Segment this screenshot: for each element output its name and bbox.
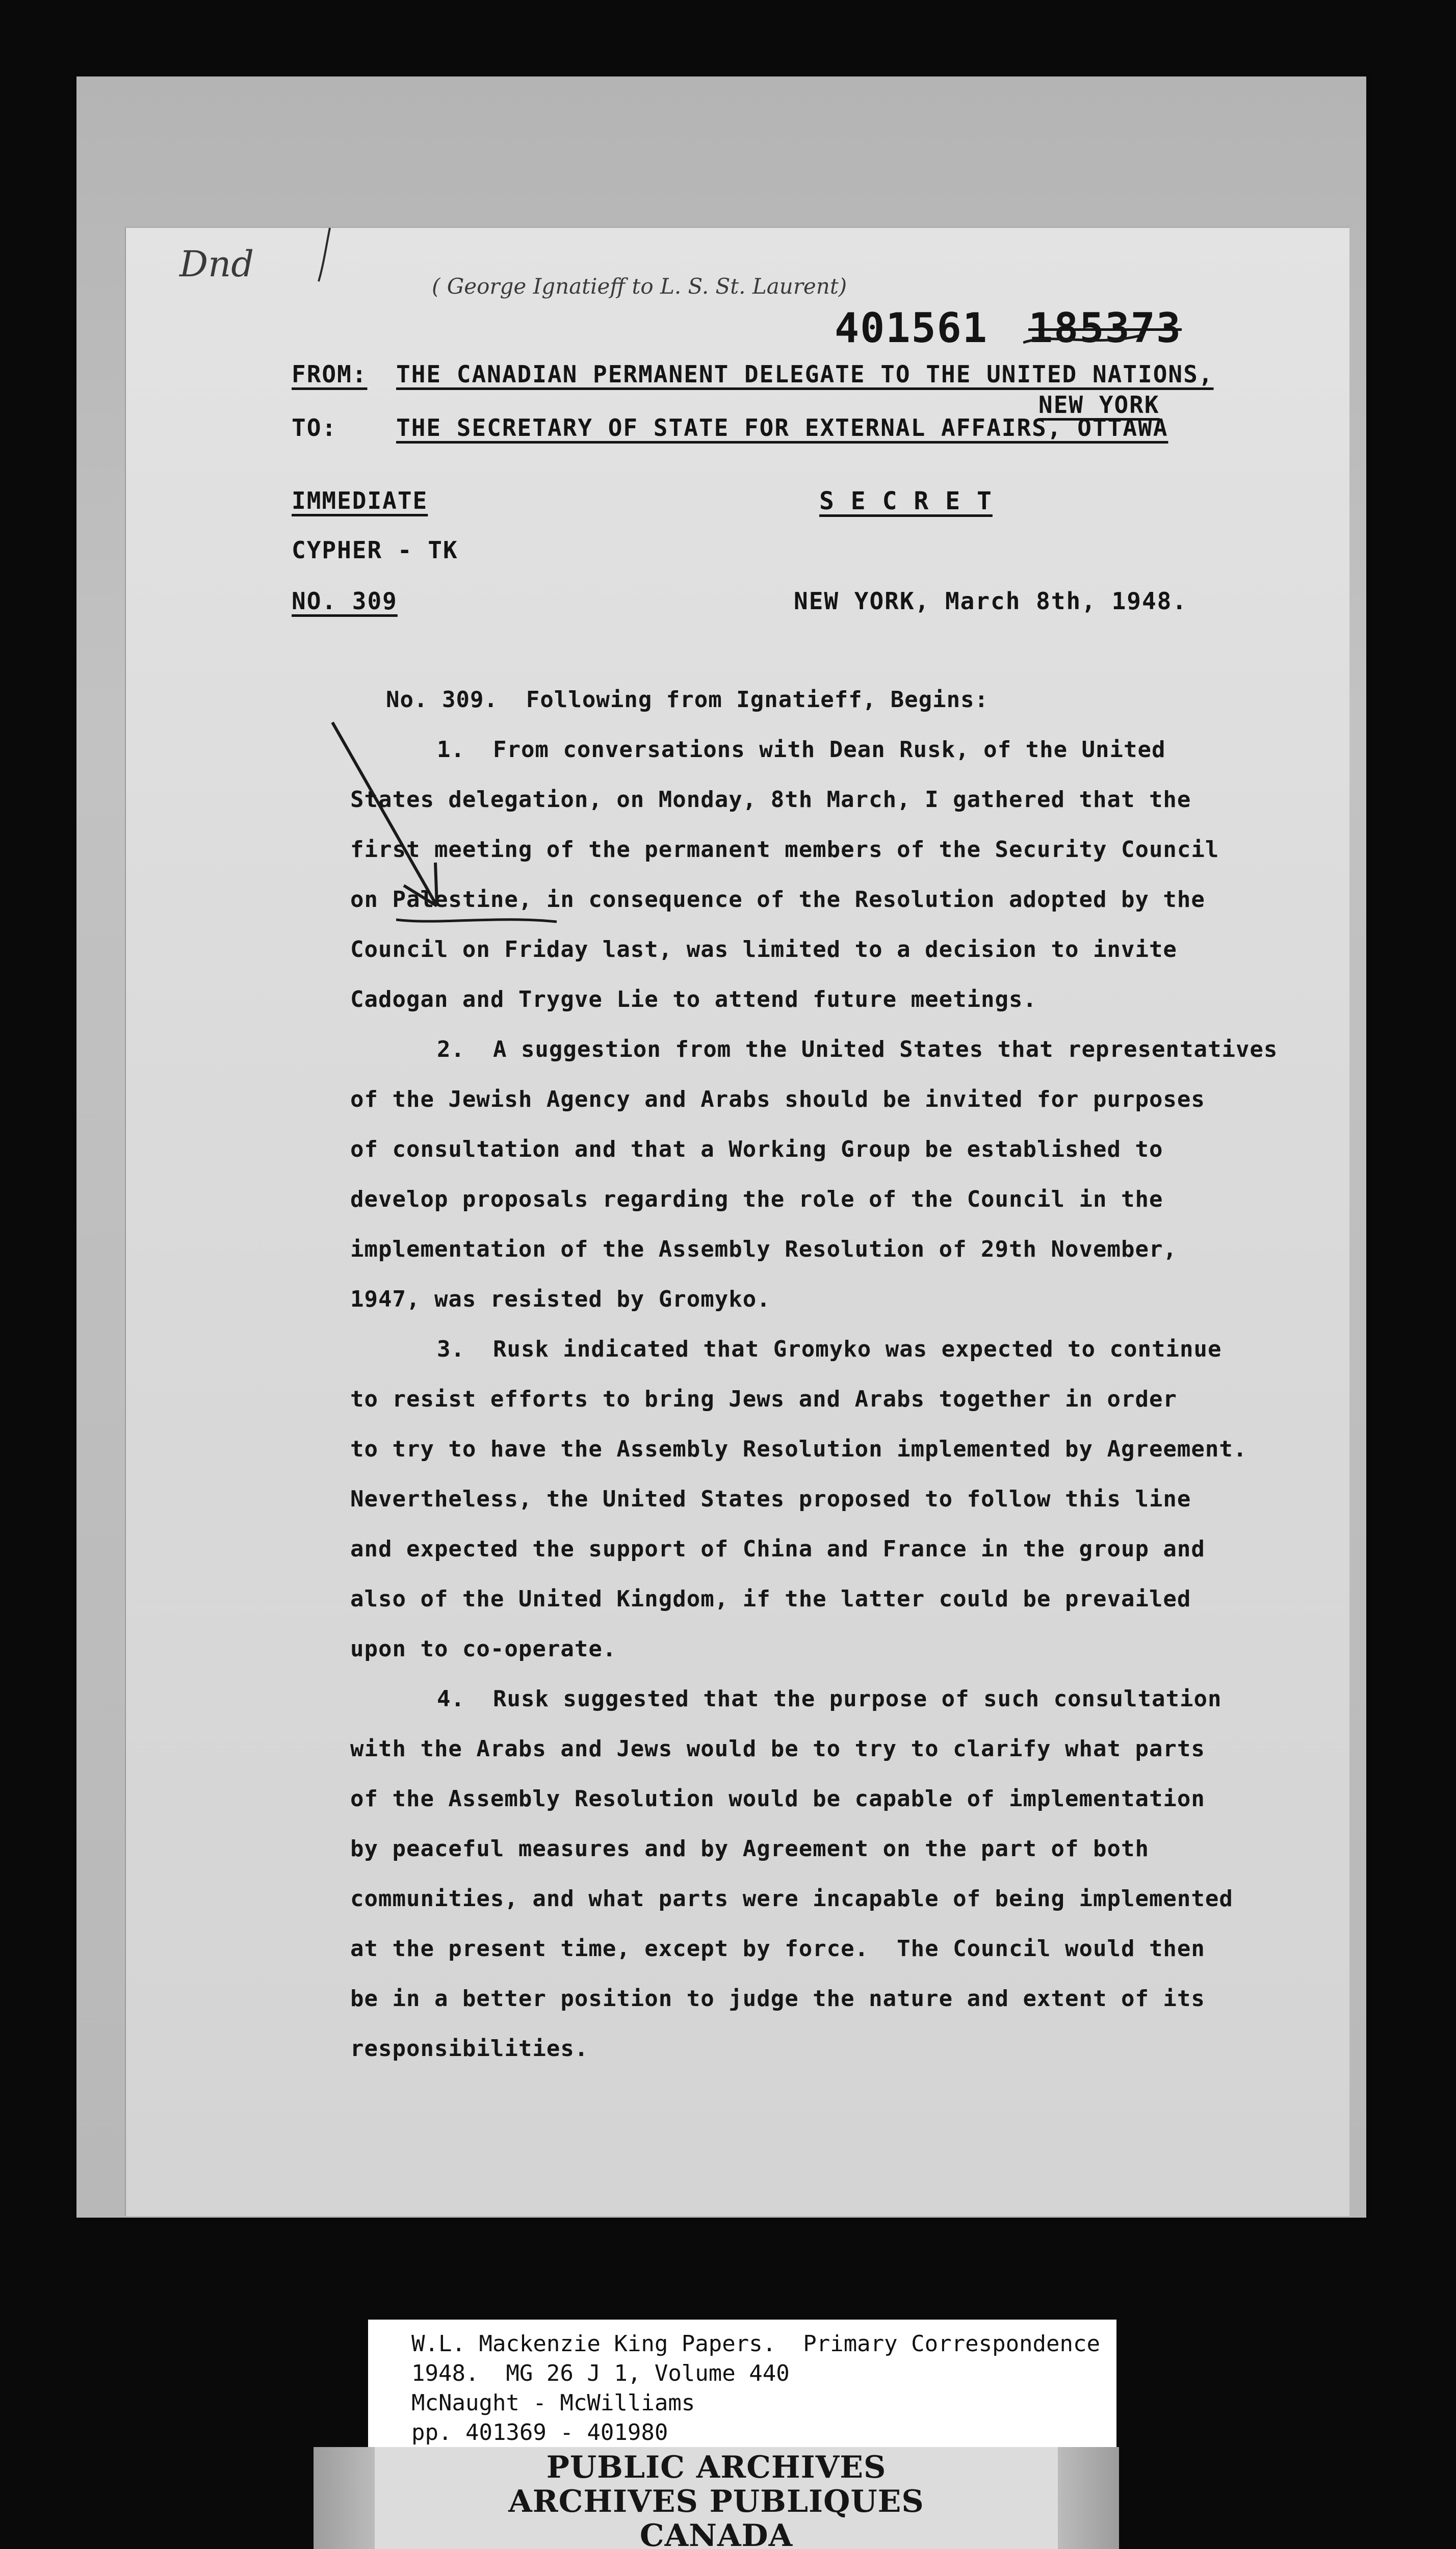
label-line-collection: W.L. Mackenzie King Papers. Primary Correspondence [411, 2331, 1101, 2357]
strike-scribble [1023, 307, 1146, 358]
body-line: by peaceful measures and by Agreement on the part of both [350, 1836, 1149, 1862]
to-label: TO: [292, 414, 337, 441]
body-line: upon to co-operate. [350, 1636, 617, 1662]
body-line: to resist efforts to bring Jews and Arabs together in order [350, 1386, 1177, 1412]
handwritten-arrow [327, 717, 460, 931]
from-text: THE CANADIAN PERMANENT DELEGATE TO THE UNITED NATIONS, [396, 360, 1214, 388]
body-line: 2. A suggestion from the United States that representatives [437, 1036, 1278, 1062]
label-line-names: McNaught - McWilliams [411, 2390, 695, 2416]
body-line: implementation of the Assembly Resolution of 29th November, [350, 1236, 1177, 1262]
label-line-volume: 1948. MG 26 J 1, Volume 440 [411, 2360, 790, 2386]
message-number: NO. 309 [292, 587, 398, 615]
document-page [125, 227, 1349, 2216]
body-line: 4. Rusk suggested that the purpose of such consultation [437, 1686, 1222, 1712]
body-line: Cadogan and Trygve Lie to attend future meetings. [350, 986, 1037, 1012]
body-line: develop proposals regarding the role of the Council in the [350, 1186, 1163, 1212]
handwritten-attribution: ( George Ignatieff to L. S. St. Laurent) [432, 274, 847, 299]
stamp-line-english: PUBLIC ARCHIVES [546, 2450, 887, 2485]
to-text: THE SECRETARY OF STATE FOR EXTERNAL AFFAIRS, OTTAWA [396, 414, 1168, 441]
priority-immediate: IMMEDIATE [292, 487, 428, 514]
body-line: Nevertheless, the United States proposed to follow this line [350, 1486, 1191, 1512]
old-file-number: 185373 [1028, 304, 1182, 352]
body-line: 3. Rusk indicated that Gromyko was expected to continue [437, 1336, 1222, 1362]
body-line: responsibilities. [350, 2036, 589, 2062]
body-line: also of the United Kingdom, if the latter could be prevailed [350, 1586, 1191, 1612]
label-line-pages: pp. 401369 - 401980 [411, 2420, 668, 2446]
body-line: of the Assembly Resolution would be capable of implementation [350, 1786, 1205, 1812]
pen-tick-mark [315, 228, 335, 284]
body-line: be in a better position to judge the nature and extent of its [350, 1986, 1205, 2012]
handwritten-mark: Dnd [179, 243, 254, 285]
body-line: at the present time, except by force. The Council would then [350, 1936, 1205, 1962]
body-line: with the Arabs and Jews would be to try to clarify what parts [350, 1736, 1205, 1762]
body-line: 1. From conversations with Dean Rusk, of the United [437, 737, 1166, 763]
stamp-line-french: ARCHIVES PUBLIQUES [508, 2484, 924, 2519]
handwritten-underline [396, 914, 559, 929]
file-number: 401561 [835, 304, 988, 352]
body-line: States delegation, on Monday, 8th March, I gathered that the [350, 787, 1191, 813]
body-line: and expected the support of China and France in the group and [350, 1536, 1205, 1562]
stamp-line-country: CANADA [639, 2518, 793, 2549]
from-label: FROM: [292, 360, 368, 388]
body-line: of consultation and that a Working Group be established to [350, 1136, 1163, 1162]
body-line: No. 309. Following from Ignatieff, Begins: [386, 687, 989, 713]
from-city: NEW YORK [1038, 391, 1160, 419]
body-line: to try to have the Assembly Resolution implemented by Agreement. [350, 1436, 1247, 1462]
public-archives-stamp [314, 2447, 1119, 2549]
place-date: NEW YORK, March 8th, 1948. [794, 587, 1188, 615]
body-line: first meeting of the permanent members of the Security Council [350, 837, 1219, 863]
archive-reference-label [368, 2320, 1116, 2448]
body-line: Council on Friday last, was limited to a decision to invite [350, 937, 1177, 963]
body-line: on Palestine, in consequence of the Resolution adopted by the [350, 887, 1205, 913]
body-line: 1947, was resisted by Gromyko. [350, 1286, 771, 1312]
body-line: communities, and what parts were incapable of being implemented [350, 1886, 1233, 1912]
classification-secret: S E C R E T [819, 487, 993, 515]
body-line: of the Jewish Agency and Arabs should be invited for purposes [350, 1086, 1205, 1112]
cypher-line: CYPHER - TK [292, 536, 458, 564]
